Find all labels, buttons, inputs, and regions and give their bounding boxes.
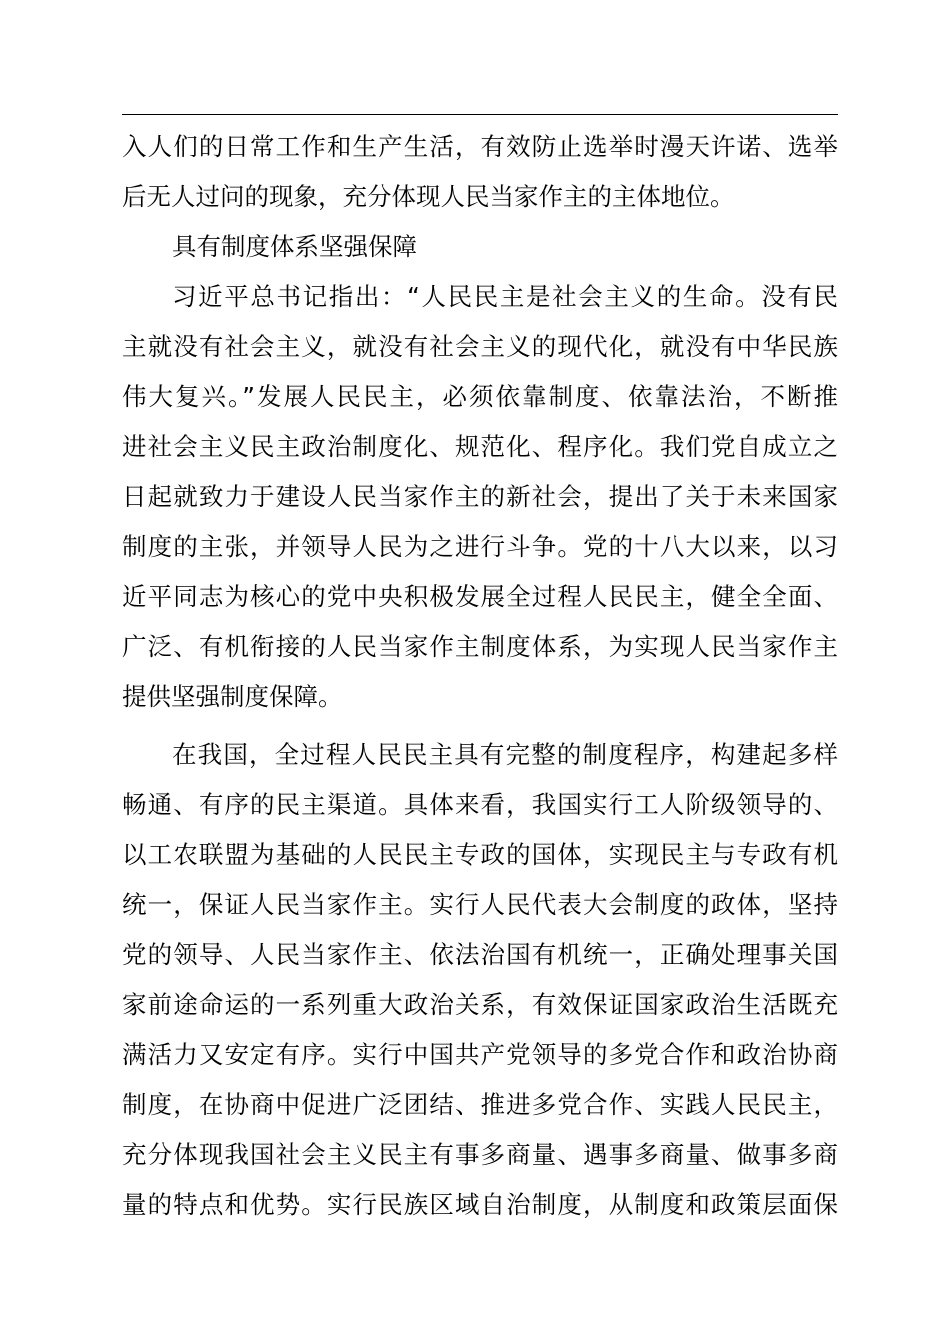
text-line: 畅通、有序的民主渠道。具体来看，我国实行工人阶级领导的、 bbox=[122, 790, 838, 819]
text-line: 党的领导、人民当家作主、依法治国有机统一，正确处理事关国 bbox=[122, 940, 838, 969]
text-line: 充分体现我国社会主义民主有事多商量、遇事多商量、做事多商 bbox=[122, 1140, 838, 1169]
text-line: 满活力又安定有序。实行中国共产党领导的多党合作和政治协商 bbox=[122, 1040, 838, 1069]
text-line: 统一，保证人民当家作主。实行人民代表大会制度的政体，坚持 bbox=[122, 890, 838, 919]
text-line: 后无人过问的现象，充分体现人民当家作主的主体地位。 bbox=[122, 182, 735, 211]
text-line: 制度的主张，并领导人民为之进行斗争。党的十八大以来，以习 bbox=[122, 532, 838, 561]
paragraph-gap bbox=[122, 722, 842, 730]
text-line: 以工农联盟为基础的人民民主专政的国体，实现民主与专政有机 bbox=[122, 840, 838, 869]
text-line: 入人们的日常工作和生产生活，有效防止选举时漫天许诺、选举 bbox=[122, 132, 838, 161]
section-heading: 具有制度体系坚强保障 bbox=[172, 232, 417, 261]
text-line: 家前途命运的一系列重大政治关系，有效保证国家政治生活既充 bbox=[122, 990, 838, 1019]
text-line: 伟大复兴。”发展人民民主，必须依靠制度、依靠法治，不断推 bbox=[122, 382, 838, 411]
text-line: 提供坚强制度保障。 bbox=[122, 682, 343, 711]
header-rule bbox=[122, 114, 838, 115]
text-line: 在我国，全过程人民民主具有完整的制度程序，构建起多样 bbox=[172, 740, 838, 769]
text-line: 进社会主义民主政治制度化、规范化、程序化。我们党自成立之 bbox=[122, 432, 838, 461]
text-line: 日起就致力于建设人民当家作主的新社会，提出了关于未来国家 bbox=[122, 482, 838, 511]
text-line: 量的特点和优势。实行民族区域自治制度，从制度和政策层面保 bbox=[122, 1190, 838, 1219]
body-text bbox=[122, 122, 842, 1230]
text-line: 近平同志为核心的党中央积极发展全过程人民民主，健全全面、 bbox=[122, 582, 838, 611]
text-line: 习近平总书记指出：“人民民主是社会主义的生命。没有民 bbox=[172, 282, 838, 311]
text-line: 广泛、有机衔接的人民当家作主制度体系，为实现人民当家作主 bbox=[122, 632, 838, 661]
text-line: 制度，在协商中促进广泛团结、推进多党合作、实践人民民主， bbox=[122, 1090, 838, 1119]
text-line: 主就没有社会主义，就没有社会主义的现代化，就没有中华民族 bbox=[122, 332, 838, 361]
